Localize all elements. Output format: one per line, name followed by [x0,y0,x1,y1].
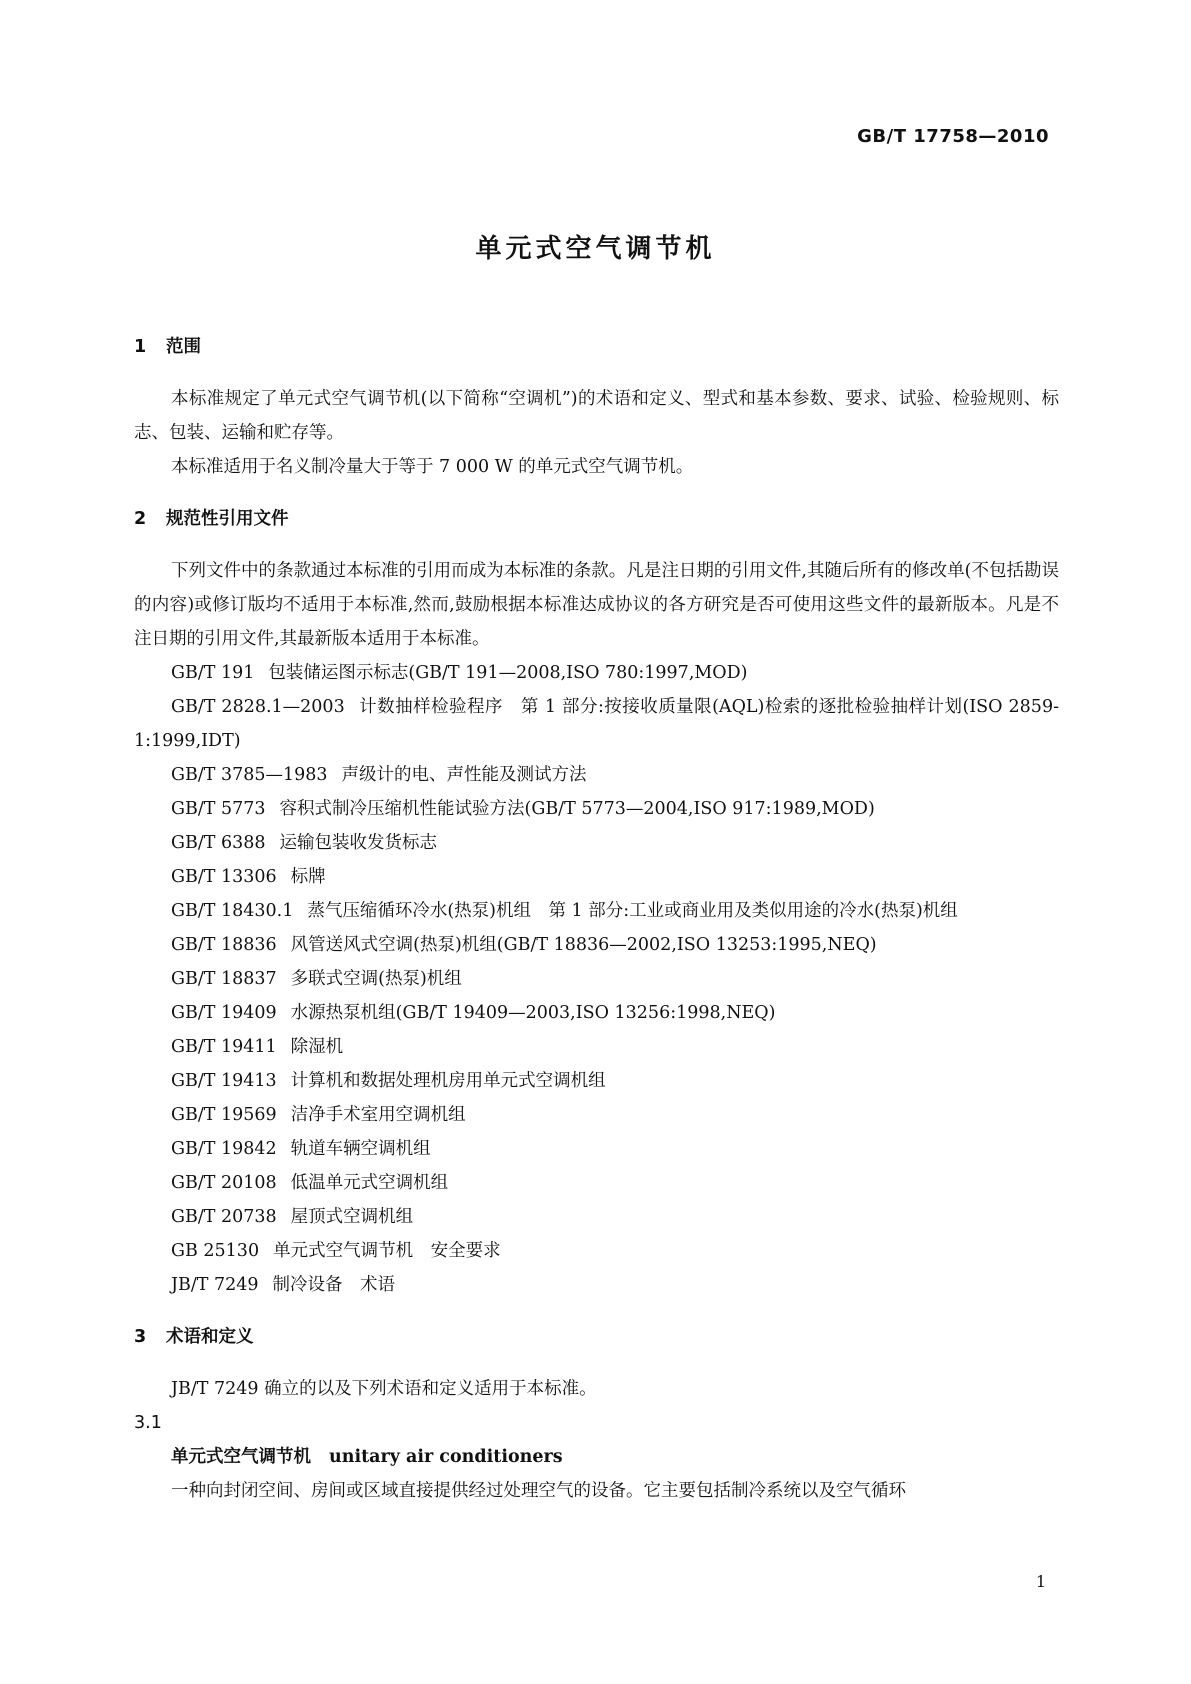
reference-title: 包装储运图示标志(GB/T 191—2008,ISO 780:1997,MOD) [268,663,748,683]
reference-title: 轨道车辆空调机组 [290,1139,431,1159]
section-1-heading [134,330,1059,364]
document-body [134,330,1059,1508]
scope-paragraph: 本标准规定了单元式空气调节机(以下简称“空调机”)的术语和定义、型式和基本参数、要求、试验、检验规则、标志、包装、运输和贮存等。 [134,389,1059,443]
reference-code: GB/T 20108 [171,1173,277,1193]
reference-title: 计数抽样检验程序 第 1 部分:按接收质量限(AQL)检索的逐批检验抽样计划(ISO 2859-1:1999,IDT) [134,697,1059,751]
reference-title: 屋顶式空调机组 [290,1207,414,1227]
reference-title: 标牌 [290,867,326,887]
reference-code: GB/T 19409 [171,1003,277,1023]
reference-title: 蒸气压缩循环冷水(热泵)机组 第 1 部分:工业或商业用及类似用途的冷水(热泵)机组 [307,901,958,921]
references-intro: 下列文件中的条款通过本标准的引用而成为本标准的条款。凡是注日期的引用文件,其随后所有的修改单(不包括勘误的内容)或修订版均不适用于本标准,然而,鼓励根据本标准达成协议的各方研究是否可使用这些文件的最新版本。凡是不注日期的引用文件,其最新版本适用于本标准。 [134,561,1059,649]
term-english: unitary air conditioners [329,1447,563,1467]
term-entry [134,1440,1059,1474]
reference-title: 声级计的电、声性能及测试方法 [341,765,587,785]
reference-code: GB/T 18836 [171,935,277,955]
section-title: 规范性引用文件 [166,509,289,529]
reference-list [134,656,1059,1302]
reference-title: 水源热泵机组(GB/T 19409—2003,ISO 13256:1998,NEQ) [290,1003,776,1023]
standard-code: GB/T 17758—2010 [857,126,1049,147]
term-definition: 一种向封闭空间、房间或区域直接提供经过处理空气的设备。它主要包括制冷系统以及空气循环 [171,1481,906,1501]
section-2-heading [134,502,1059,536]
reference-title: 低温单元式空调机组 [290,1173,449,1193]
reference-item [134,758,1059,792]
scope-paragraph: 本标准适用于名义制冷量大于等于 7 000 W 的单元式空气调节机。 [171,457,694,477]
page-number: 1 [1035,1572,1046,1591]
reference-code: GB/T 2828.1—2003 [171,697,345,717]
reference-code: GB/T 3785—1983 [171,765,328,785]
clause-number: 3.1 [134,1413,162,1433]
section-number: 1 [134,337,147,357]
reference-title: 运输包装收发货标志 [279,833,438,853]
reference-item [134,962,1059,996]
reference-item [134,1132,1059,1166]
reference-item [134,826,1059,860]
reference-code: JB/T 7249 [171,1275,259,1295]
section-title: 范围 [166,337,201,357]
reference-code: GB/T 13306 [171,867,277,887]
section-title: 术语和定义 [166,1327,254,1347]
reference-title: 单元式空气调节机 安全要求 [273,1241,501,1261]
terms-intro: JB/T 7249 确立的以及下列术语和定义适用于本标准。 [171,1379,597,1399]
reference-item [134,792,1059,826]
reference-item [134,1166,1059,1200]
reference-code: GB/T 191 [171,663,255,683]
reference-item [134,1098,1059,1132]
reference-item [134,894,1059,928]
reference-code: GB/T 19569 [171,1105,277,1125]
reference-item [134,928,1059,962]
reference-item [134,860,1059,894]
reference-title: 除湿机 [290,1037,344,1057]
reference-item [134,1030,1059,1064]
reference-title: 制冷设备 术语 [272,1275,396,1295]
reference-code: GB/T 19842 [171,1139,277,1159]
reference-code: GB/T 19413 [171,1071,277,1091]
reference-code: GB 25130 [171,1241,260,1261]
reference-title: 风管送风式空调(热泵)机组(GB/T 18836—2002,ISO 13253:1995,NEQ) [290,935,877,955]
document-title: 单元式空气调节机 [475,234,716,264]
reference-title: 容积式制冷压缩机性能试验方法(GB/T 5773—2004,ISO 917:1989,MOD) [279,799,875,819]
reference-code: GB/T 5773 [171,799,266,819]
reference-item [134,656,1059,690]
reference-code: GB/T 18837 [171,969,277,989]
section-number: 2 [134,509,147,529]
reference-item [134,1234,1059,1268]
section-number: 3 [134,1327,147,1347]
reference-item [134,690,1059,758]
reference-title: 洁净手术室用空调机组 [290,1105,466,1125]
reference-item [134,996,1059,1030]
reference-code: GB/T 6388 [171,833,266,853]
term-chinese: 单元式空气调节机 [171,1447,311,1467]
reference-item [134,1200,1059,1234]
reference-item [134,1268,1059,1302]
reference-code: GB/T 19411 [171,1037,277,1057]
reference-title: 计算机和数据处理机房用单元式空调机组 [290,1071,606,1091]
reference-title: 多联式空调(热泵)机组 [290,969,462,989]
reference-code: GB/T 20738 [171,1207,277,1227]
section-3-heading [134,1320,1059,1354]
reference-code: GB/T 18430.1 [171,901,294,921]
reference-item [134,1064,1059,1098]
